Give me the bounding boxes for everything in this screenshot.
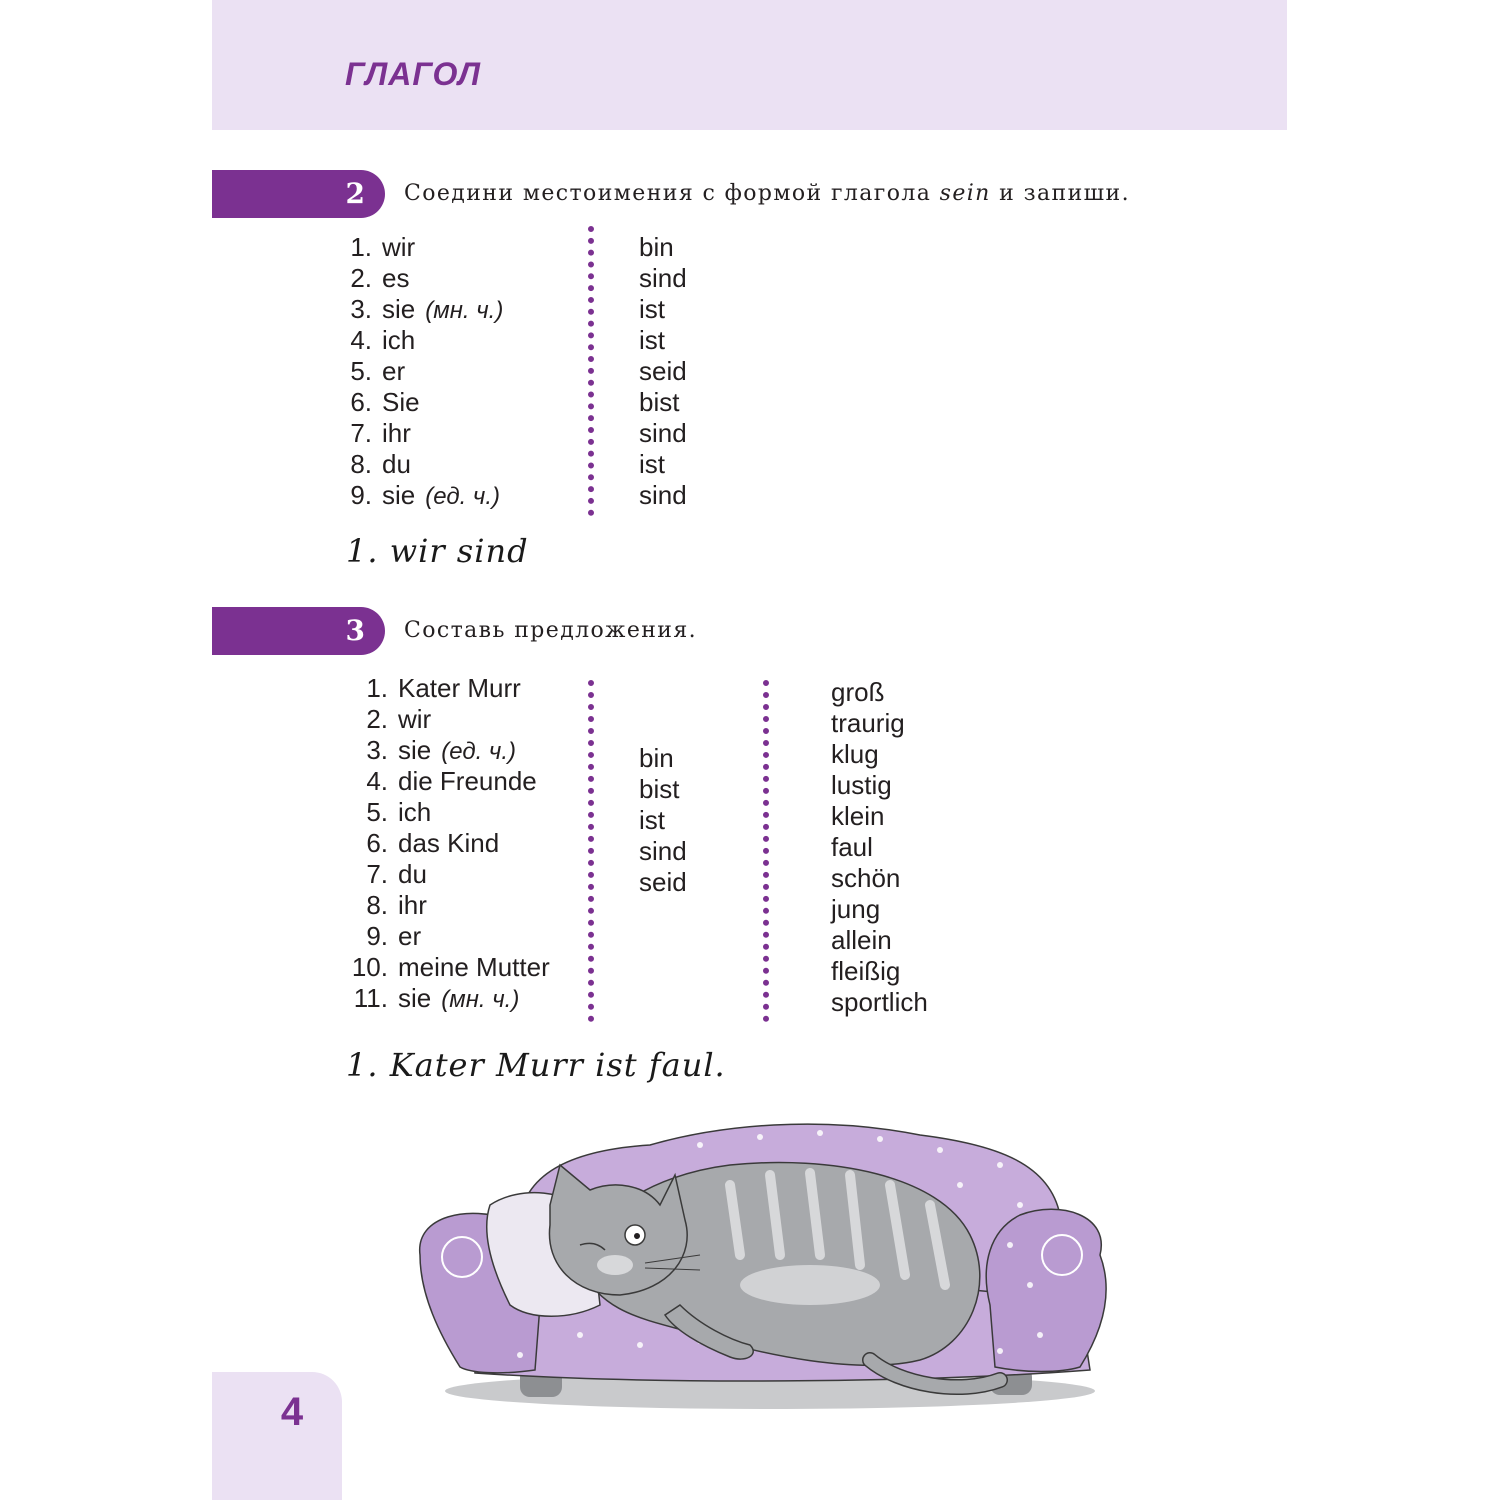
list-item: klug	[831, 739, 879, 769]
item-number-hint: (мн. ч.)	[425, 297, 504, 324]
item-number-hint: (ед. ч.)	[425, 483, 501, 510]
item-number: 8.	[350, 449, 372, 479]
cat-pupil	[634, 1233, 640, 1239]
list-item	[346, 356, 503, 387]
list-item	[346, 890, 550, 921]
item-number: 4.	[366, 766, 388, 796]
exercise-3-verb-list	[639, 743, 687, 898]
item-number: 10.	[351, 952, 388, 982]
item-word: die Freunde	[398, 766, 537, 796]
cat-belly	[740, 1265, 880, 1305]
instruction-verb: sein	[939, 181, 991, 206]
item-word: wir	[382, 232, 416, 262]
list-item: sind	[639, 836, 687, 866]
item-word: Sie	[382, 387, 420, 417]
exercise-3-adjective-list	[831, 677, 928, 1018]
item-number-hint: (мн. ч.)	[441, 986, 520, 1013]
exercise-2-tab	[212, 170, 385, 218]
item-word: ihr	[382, 418, 411, 448]
list-item: ist	[639, 325, 665, 355]
list-item: bist	[639, 774, 680, 804]
list-item	[346, 294, 503, 325]
exercise-3-example-answer: 1. Kater Murr ist faul.	[346, 1046, 726, 1084]
cat-muzzle	[597, 1255, 633, 1275]
item-number: 6.	[366, 828, 388, 858]
exercise-2-verb-list	[639, 232, 687, 511]
list-item	[346, 983, 550, 1014]
list-item	[346, 921, 550, 952]
list-item: schön	[831, 863, 901, 893]
list-item	[346, 828, 550, 859]
item-word: Kater Murr	[398, 673, 521, 703]
list-item: sind	[639, 418, 687, 448]
list-item: sind	[639, 263, 687, 293]
item-word: du	[398, 859, 427, 889]
list-item: sportlich	[831, 987, 928, 1017]
item-word: er	[398, 921, 422, 951]
page-number: 4	[280, 1390, 304, 1434]
item-number: 5.	[366, 797, 388, 827]
exercise-2-dotted-separator	[588, 226, 596, 516]
item-number: 2.	[350, 263, 372, 293]
list-item: bin	[639, 743, 674, 773]
item-word: sie	[382, 294, 416, 324]
item-word: ihr	[398, 890, 427, 920]
item-number: 3.	[366, 735, 388, 765]
item-word: sie	[398, 735, 432, 765]
exercise-2-pronoun-list	[346, 232, 503, 511]
list-item: sind	[639, 480, 687, 510]
item-number: 7.	[350, 418, 372, 448]
item-number: 6.	[350, 387, 372, 417]
list-item	[346, 325, 503, 356]
item-number: 5.	[350, 356, 372, 386]
item-number: 9.	[350, 480, 372, 510]
list-item: klein	[831, 801, 885, 831]
item-number: 4.	[350, 325, 372, 355]
list-item	[346, 232, 503, 263]
list-item	[346, 952, 550, 983]
list-item	[346, 449, 503, 480]
exercise-3-dotted-separator-1	[588, 680, 596, 1022]
list-item: faul	[831, 832, 873, 862]
list-item: ist	[639, 805, 665, 835]
item-word: ich	[398, 797, 432, 827]
exercise-2-instruction	[404, 181, 1130, 206]
item-number: 8.	[366, 890, 388, 920]
list-item: jung	[831, 894, 881, 924]
exercise-2-number: 2	[345, 177, 365, 210]
sofa-armrest-right	[986, 1209, 1106, 1371]
item-word: das Kind	[398, 828, 500, 858]
item-word: meine Mutter	[398, 952, 550, 982]
item-word: ich	[382, 325, 416, 355]
list-item	[346, 766, 550, 797]
item-word: es	[382, 263, 410, 293]
list-item: bist	[639, 387, 680, 417]
item-word: sie	[382, 480, 416, 510]
exercise-3-subject-list	[346, 673, 550, 1014]
item-word: du	[382, 449, 411, 479]
list-item	[346, 263, 503, 294]
list-item	[346, 735, 550, 766]
list-item: allein	[831, 925, 892, 955]
item-word: sie	[398, 983, 432, 1013]
cat-on-sofa-illustration	[400, 1105, 1120, 1415]
item-number: 9.	[366, 921, 388, 951]
list-item: bin	[639, 232, 674, 262]
item-number: 3.	[350, 294, 372, 324]
exercise-3-instruction: Составь предложения.	[404, 618, 698, 643]
list-item	[346, 673, 550, 704]
item-word: wir	[398, 704, 432, 734]
item-number: 2.	[366, 704, 388, 734]
item-word: er	[382, 356, 406, 386]
list-item: lustig	[831, 770, 892, 800]
list-item	[346, 859, 550, 890]
item-number: 11.	[353, 983, 388, 1013]
exercise-3-tab	[212, 607, 385, 655]
list-item: seid	[639, 356, 687, 386]
list-item	[346, 797, 550, 828]
section-title: ГЛАГОЛ	[345, 56, 481, 92]
list-item	[346, 704, 550, 735]
list-item: seid	[639, 867, 687, 897]
list-item: fleißig	[831, 956, 901, 986]
item-number-hint: (ед. ч.)	[441, 738, 517, 765]
exercise-2-example-answer: 1. wir sind	[346, 532, 529, 570]
exercise-3-number: 3	[345, 614, 365, 647]
list-item: ist	[639, 449, 665, 479]
item-number: 1.	[350, 232, 372, 262]
list-item: traurig	[831, 708, 905, 738]
list-item	[346, 387, 503, 418]
exercise-3-dotted-separator-2	[763, 680, 771, 1022]
instruction-text: Соедини местоимения с формой глагола	[404, 181, 940, 206]
list-item: ist	[639, 294, 665, 324]
list-item	[346, 418, 503, 449]
list-item: groß	[831, 677, 885, 707]
instruction-text-end: и запиши.	[990, 181, 1130, 206]
list-item	[346, 480, 503, 511]
item-number: 1.	[366, 673, 388, 703]
item-number: 7.	[366, 859, 388, 889]
